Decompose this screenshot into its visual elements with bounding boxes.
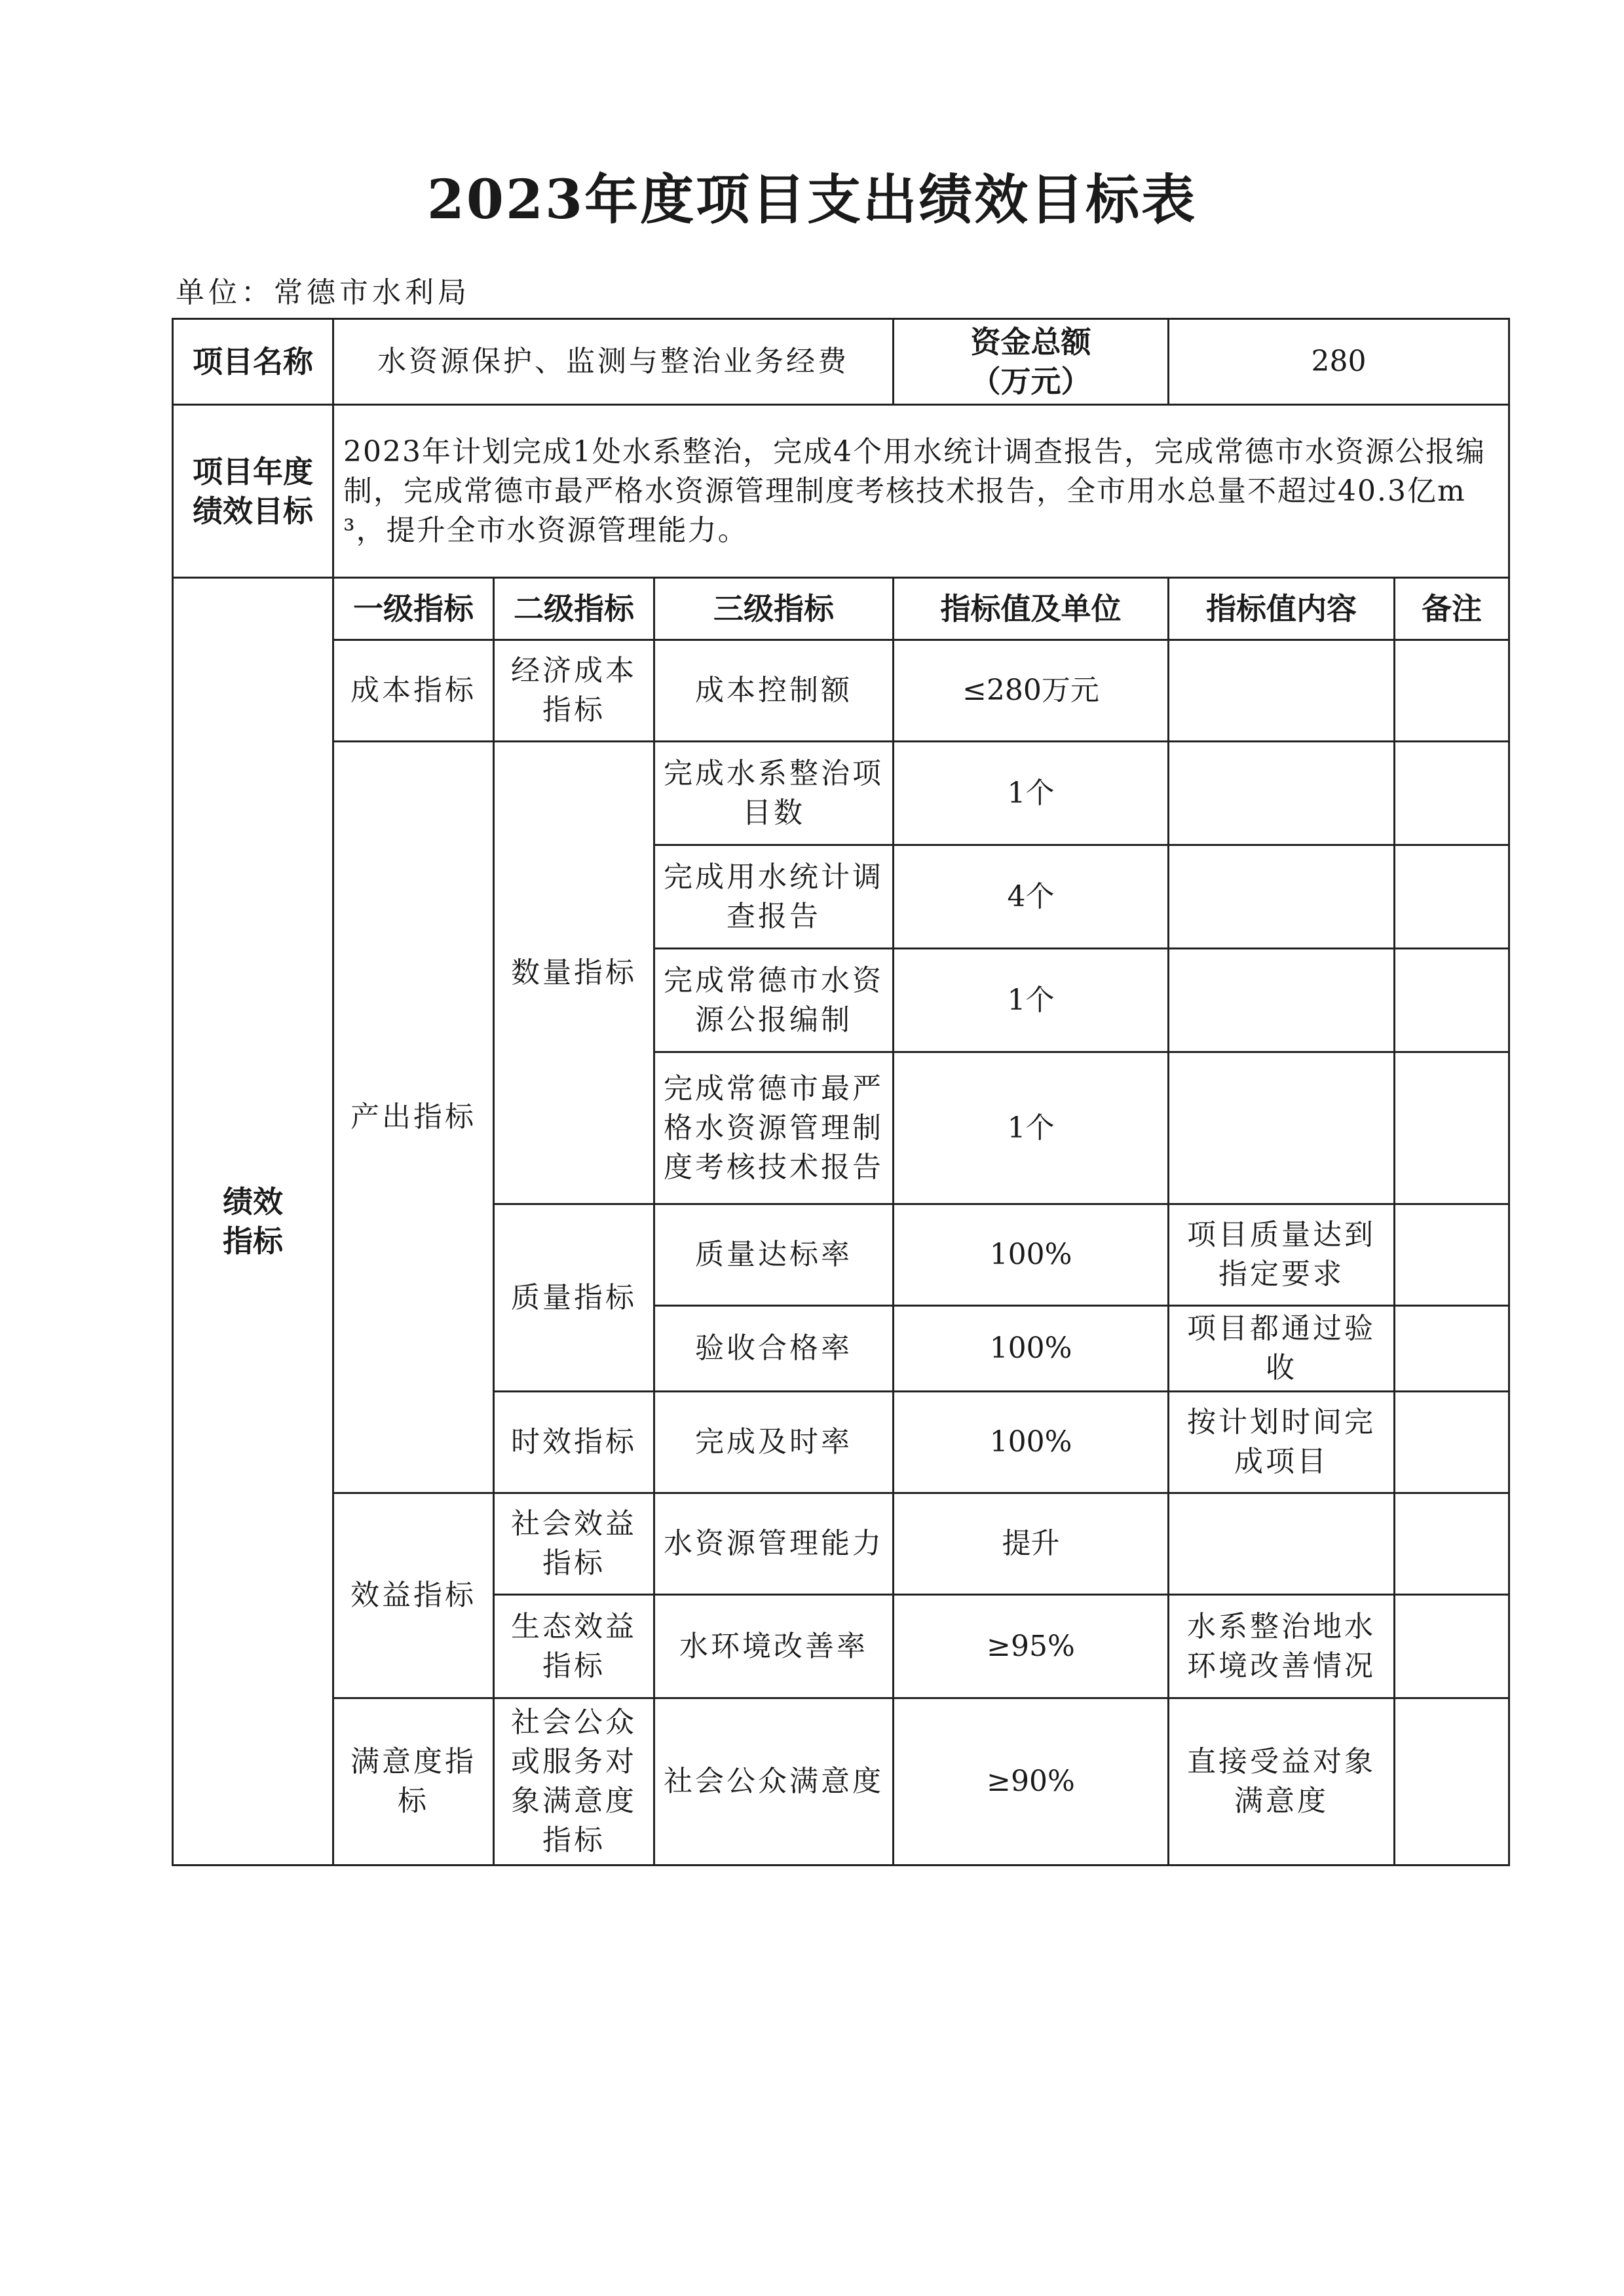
annual-goal-row xyxy=(173,405,1509,578)
indicator-value: 4个 xyxy=(894,845,1169,949)
indicator-content: 直接受益对象满意度 xyxy=(1169,1698,1395,1866)
level3-indicator: 完成及时率 xyxy=(654,1392,894,1493)
level3-indicator: 水环境改善率 xyxy=(654,1595,894,1698)
performance-target-table xyxy=(172,318,1510,1866)
annual-goal-text: 2023年计划完成1处水系整治，完成4个用水统计调查报告，完成常德市水资源公报编制，完成常德市最严格水资源管理制度考核技术报告，全市用水总量不超过40.3亿m³，提升全市水资源管理能力。 xyxy=(333,405,1509,578)
indicator-note xyxy=(1395,845,1509,949)
indicator-value: 100% xyxy=(894,1306,1169,1392)
column-header: 一级指标 xyxy=(333,578,494,640)
level1-indicator: 满意度指标 xyxy=(333,1698,494,1866)
indicator-note xyxy=(1395,1204,1509,1306)
fund-label-line1: 资金总额 xyxy=(970,324,1091,360)
indicator-value: ≥95% xyxy=(894,1595,1169,1698)
column-header: 备注 xyxy=(1395,578,1509,640)
performance-label-line1: 绩效 xyxy=(223,1184,283,1219)
performance-section-label xyxy=(173,578,333,1866)
indicator-value: 1个 xyxy=(894,1052,1169,1204)
level3-indicator: 社会公众满意度 xyxy=(654,1698,894,1866)
indicator-content xyxy=(1169,845,1395,949)
column-header: 三级指标 xyxy=(654,578,894,640)
level3-indicator: 质量达标率 xyxy=(654,1204,894,1306)
level3-indicator: 验收合格率 xyxy=(654,1306,894,1392)
table-row xyxy=(173,1493,1509,1595)
level3-indicator: 完成水系整治项目数 xyxy=(654,742,894,845)
performance-label-line2: 指标 xyxy=(223,1223,283,1259)
project-name-label: 项目名称 xyxy=(173,319,333,405)
indicator-note xyxy=(1395,742,1509,845)
performance-header-row xyxy=(173,578,1509,640)
project-name-row xyxy=(173,319,1509,405)
indicator-note xyxy=(1395,1493,1509,1595)
level2-indicator: 质量指标 xyxy=(494,1204,654,1392)
table-row xyxy=(173,640,1509,742)
annual-goal-label-line1: 项目年度 xyxy=(193,453,313,489)
fund-value: 280 xyxy=(1169,319,1509,405)
indicator-content xyxy=(1169,640,1395,742)
indicator-value: 1个 xyxy=(894,949,1169,1052)
level2-indicator: 社会公众或服务对象满意度指标 xyxy=(494,1698,654,1866)
level3-indicator: 成本控制额 xyxy=(654,640,894,742)
indicator-value: 提升 xyxy=(894,1493,1169,1595)
indicator-value: 100% xyxy=(894,1204,1169,1306)
level2-indicator: 时效指标 xyxy=(494,1392,654,1493)
indicator-note xyxy=(1395,1052,1509,1204)
indicator-content xyxy=(1169,742,1395,845)
annual-goal-label-line2: 绩效目标 xyxy=(193,493,313,529)
indicator-note xyxy=(1395,1392,1509,1493)
indicator-value: 1个 xyxy=(894,742,1169,845)
indicator-note xyxy=(1395,949,1509,1052)
table-row xyxy=(173,1698,1509,1866)
indicator-content: 项目质量达到指定要求 xyxy=(1169,1204,1395,1306)
indicator-note xyxy=(1395,1595,1509,1698)
fund-label-line2: （万元） xyxy=(970,364,1091,399)
level2-indicator: 经济成本指标 xyxy=(494,640,654,742)
table-row xyxy=(173,742,1509,845)
page-title: 2023年度项目支出绩效目标表 xyxy=(426,168,1198,231)
level2-indicator: 生态效益指标 xyxy=(494,1595,654,1698)
indicator-content: 按计划时间完成项目 xyxy=(1169,1392,1395,1493)
level1-indicator: 效益指标 xyxy=(333,1493,494,1698)
indicator-note xyxy=(1395,1698,1509,1866)
level2-indicator: 数量指标 xyxy=(494,742,654,1204)
level3-indicator: 水资源管理能力 xyxy=(654,1493,894,1595)
indicator-content: 水系整治地水环境改善情况 xyxy=(1169,1595,1395,1698)
column-header: 指标值及单位 xyxy=(894,578,1169,640)
indicator-content: 项目都通过验收 xyxy=(1169,1306,1395,1392)
indicator-value: ≥90% xyxy=(894,1698,1169,1866)
indicator-value: ≤280万元 xyxy=(894,640,1169,742)
level3-indicator: 完成用水统计调查报告 xyxy=(654,845,894,949)
fund-label xyxy=(894,319,1169,405)
column-header: 二级指标 xyxy=(494,578,654,640)
indicator-note xyxy=(1395,640,1509,742)
level1-indicator: 产出指标 xyxy=(333,742,494,1493)
project-name-value: 水资源保护、监测与整治业务经费 xyxy=(333,319,894,405)
unit-line: 单位：常德市水利局 xyxy=(176,276,470,309)
level3-indicator: 完成常德市最严格水资源管理制度考核技术报告 xyxy=(654,1052,894,1204)
indicator-note xyxy=(1395,1306,1509,1392)
indicator-content xyxy=(1169,1052,1395,1204)
indicator-value: 100% xyxy=(894,1392,1169,1493)
indicator-content xyxy=(1169,1493,1395,1595)
annual-goal-label xyxy=(173,405,333,578)
level3-indicator: 完成常德市水资源公报编制 xyxy=(654,949,894,1052)
level1-indicator: 成本指标 xyxy=(333,640,494,742)
indicator-content xyxy=(1169,949,1395,1052)
column-header: 指标值内容 xyxy=(1169,578,1395,640)
level2-indicator: 社会效益指标 xyxy=(494,1493,654,1595)
